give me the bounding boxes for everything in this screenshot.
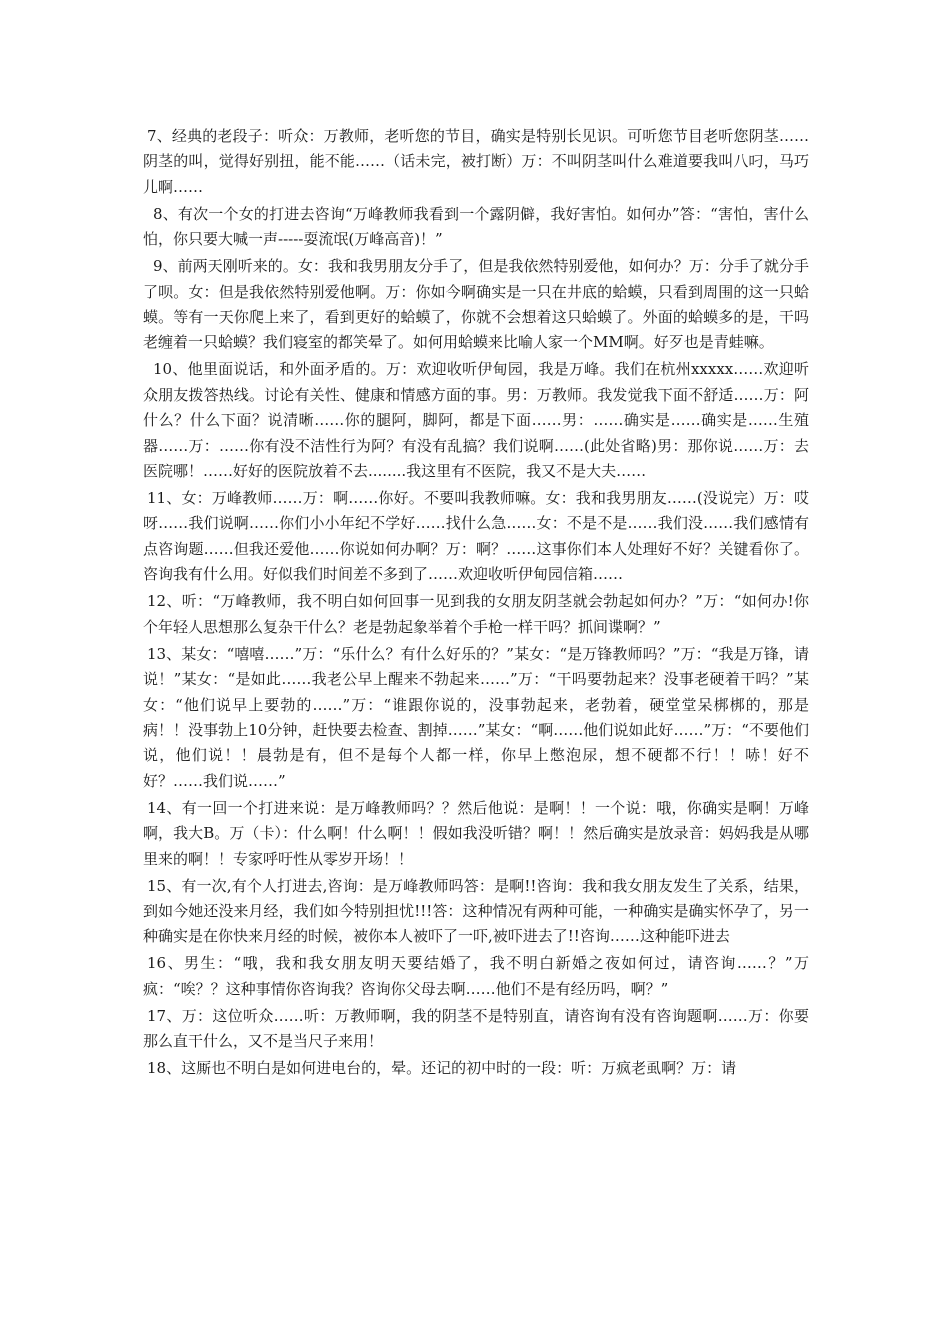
paragraph-8: 8、有次一个女的打进去咨询“万峰教师我看到一个露阴僻，我好害怕。如何办”答：“害怕，害什么怕，你只要大喊一声-----耍流氓(万峰高音)！” [143, 204, 809, 249]
paragraph-16: 16、男生：“哦，我和我女朋友明天要结婚了，我不明白新婚之夜如何过，请咨询……？”万疯：“唉？？这种事情你咨询我？咨询你父母去啊……他们不是有经历吗，啊？” [143, 954, 809, 998]
document-body [143, 124, 809, 1083]
paragraph-14: 14、有一回一个打进来说：是万峰教师吗？？然后他说：是啊！！一个说：哦，你确实是啊！万峰啊，我大B。万（卡）：什么啊！什么啊！！假如我没听错？啊！！然后确实是放录音：妈妈我是从哪里来的啊！！专家呼吁性从零岁开场！！ [143, 798, 809, 868]
paragraph-11: 11、女：万峰教师……万：啊……你好。不要叫我教师嘛。女：我和我男朋友……(没说完）万：哎呀……我们说啊……你们小小年纪不学好……找什么急……女：不是不是……我们没……我们感情有点咨询题……但我还爱他……你说如何办啊？万：啊？……这事你们本人处理好不好？关键看你了。咨询我有什么用。好似我们时间差不多到了……欢迎收听伊甸园信箱…… [143, 489, 809, 584]
paragraph-10: 10、他里面说话，和外面矛盾的。万：欢迎收听伊甸园，我是万峰。我们在杭州xxxxx……欢迎听众朋友拨答热线。讨论有关性、健康和情感方面的事。男：万教师。我发觉我下面不舒适……万：阿什么？什么下面？说清晰……你的腿阿，脚阿，都是下面……男：……确实是……确实是……生殖器……万：……你有没不洁性行为阿？有没有乱搞？我们说啊……(此处省略)男：那你说……万：去医院哪！……好好的医院放着不去........我这里有不医院，我又不是大夫…… [143, 360, 809, 481]
paragraph-9: 9、前两天刚听来的。女：我和我男朋友分手了，但是我依然特别爱他，如何办？万：分手了就分手了呗。女：但是我依然特别爱他啊。万：你如今啊确实是一只在井底的蛤蟆，只看到周围的这一只蛤蟆。等有一天你爬上来了，看到更好的蛤蟆了，你就不会想着这只蛤蟆了。外面的蛤蟆多的是，干吗老缠着一只蛤蟆？我们寝室的都笑晕了。如何用蛤蟆来比喻人家一个MM啊。好歹也是青蛙嘛。 [143, 257, 809, 352]
paragraph-17: 17、万：这位听众……听：万教师啊，我的阴茎不是特别直，请咨询有没有咨询题啊……万：你要那么直干什么，又不是当尺子来用！ [143, 1006, 809, 1051]
paragraph-13: 13、某女：“嘻嘻……”万：“乐什么？有什么好乐的？”某女：“是万锋教师吗？”万：“我是万锋，请说！”某女：“是如此……我老公早上醒来不勃起来……”万：“干吗要勃起来？没事老硬着干吗？”某女：“他们说早上要勃的……”万：“谁跟你说的，没事勃起来，老勃着，硬堂堂呆梆梆的，那是病！！没事勃上10分钟，赶快要去检查、割掉……”某女：“啊……他们说如此好……”万：“不要他们说，他们说！！晨勃是有，但不是每个人都一样，你早上憋泡尿，想不硬都不行！！哧！好不好？……我们说……” [143, 644, 809, 790]
paragraph-7: 7、经典的老段子：听众：万教师，老听您的节目，确实是特别长见识。可听您节目老听您阴茎……阴茎的叫，觉得好别扭，能不能……（话未完，被打断）万：不叫阴茎叫什么难道要我叫八叼，马巧儿啊…… [143, 127, 809, 196]
paragraph-12: 12、听：“万峰教师，我不明白如何回事一见到我的女朋友阴茎就会勃起如何办？”万：“如何办!你个年轻人思想那么复杂干什么？老是勃起象举着个手枪一样干吗？抓间谍啊？” [143, 592, 809, 636]
paragraph-15: 15、有一次,有个人打进去,咨询：是万峰教师吗答：是啊!!咨询：我和我女朋友发生了关系，结果，到如今她还没来月经，我们如今特别担忧!!!答：这种情况有两种可能，一种确实是确实怀孕了，另一种确实是在你快来月经的时候，被你本人被吓了一吓,被吓进去了!!咨询……这种能吓进去 [143, 876, 809, 946]
paragraph-18: 18、这厮也不明白是如何进电台的，晕。还记的初中时的一段：听：万疯老虱啊？万：请 [147, 1059, 737, 1078]
